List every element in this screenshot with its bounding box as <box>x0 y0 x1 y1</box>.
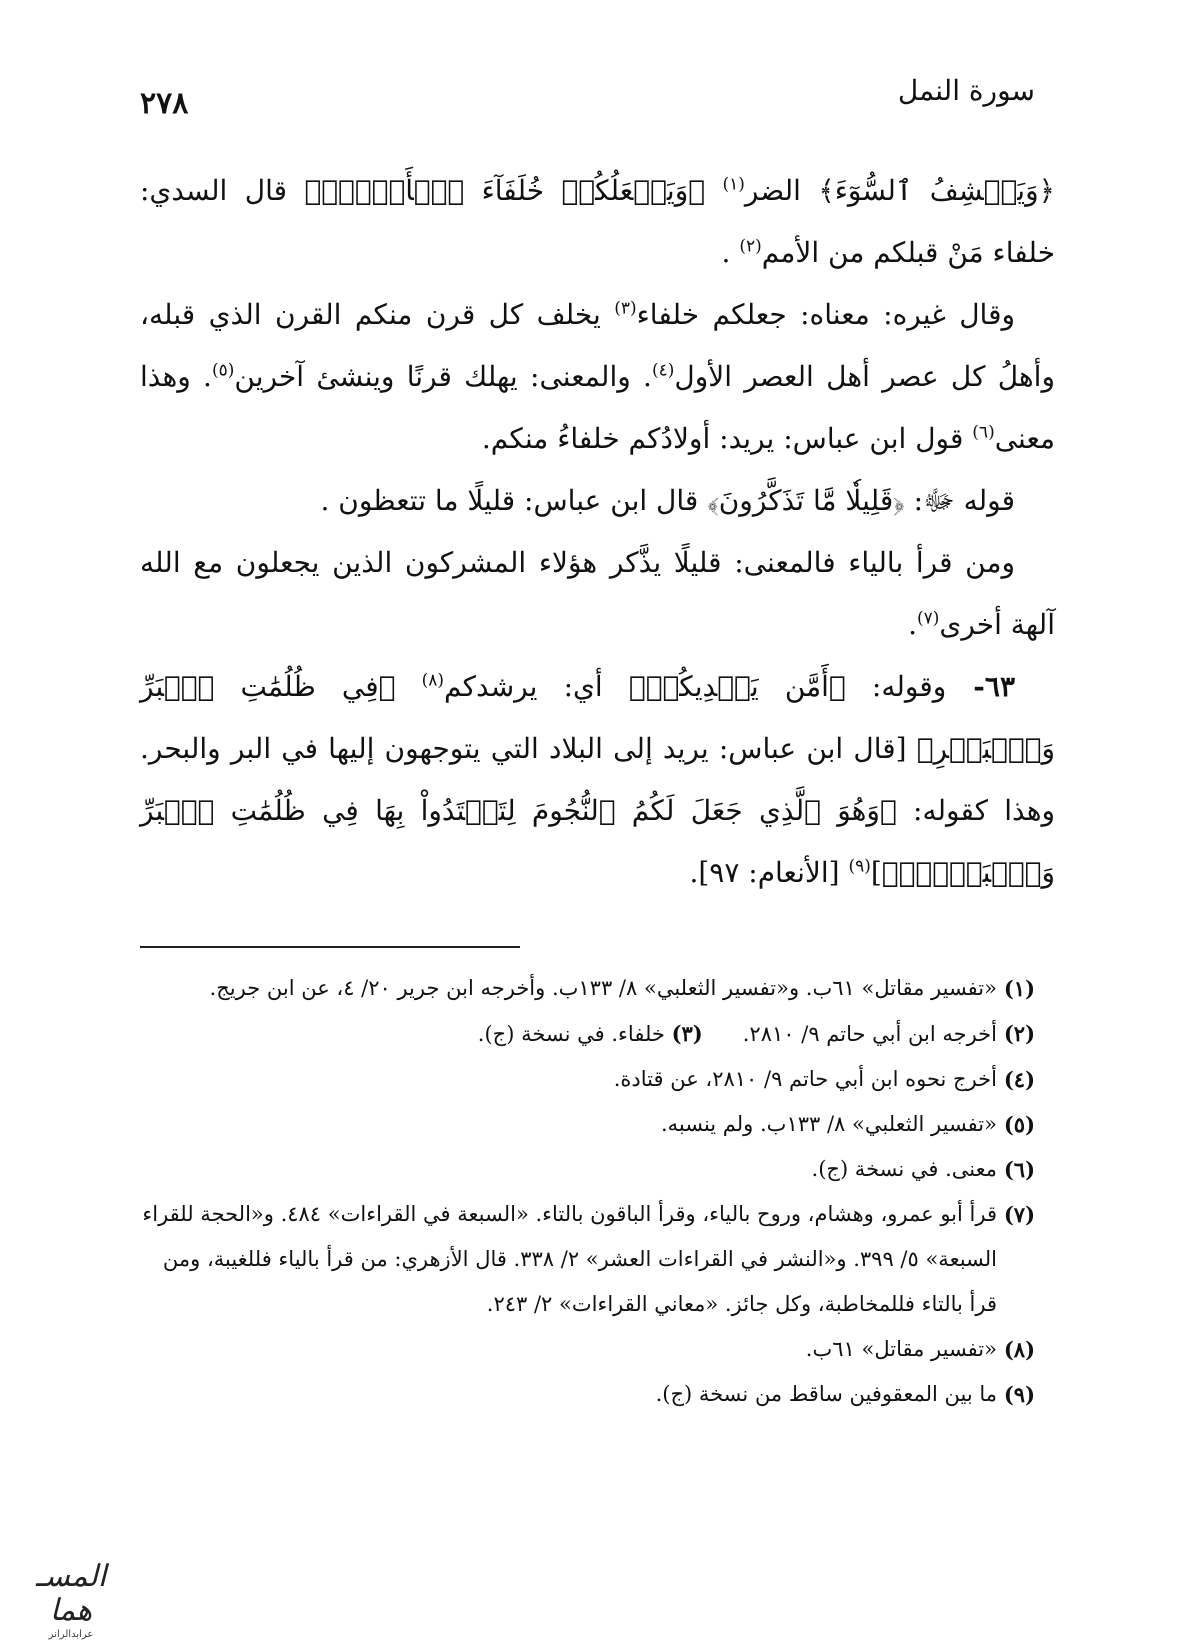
text: [قال ابن عباس: يريد إلى البلاد التي يتوجهون إليها في البر والبحر. وهذا كقوله: <box>140 732 1056 827</box>
footnote-ref[interactable]: (٦) <box>972 422 995 443</box>
verse-number: ٦٣- <box>946 670 1015 703</box>
quran-quote: ﴿وَيَجۡعَلُكُمۡ خُلَفَآءَ ٱلۡأَرۡضِۗ﴾ <box>304 174 723 207</box>
footnote-number: (١) <box>1003 976 1035 1001</box>
logo-subtext: عرابدالرانر <box>48 1629 94 1640</box>
quran-quote: ﴿أَمَّن يَهۡدِيكُمۡ﴾ <box>628 670 846 703</box>
footnote-number: (٥) <box>1003 1112 1035 1137</box>
footnote-text: «تفسير مقاتل» ٦١ب. و«تفسير الثعلبي» ٨/ ١٣٣ب. وأخرجه ابن جرير ٢٠/ ٤، عن ابن جريج. <box>209 976 997 1000</box>
quran-quote: ﴿فِي ظُلُمَٰتِ ٱلۡبَرِّ وَٱلۡبَحۡرِ﴾ <box>140 670 1055 765</box>
footnote-2 <box>140 1011 1035 1057</box>
footnote-5 <box>140 1102 1035 1147</box>
text: قال ابن عباس: قليلًا ما تتعظون . <box>320 484 708 517</box>
logo-mark: المسـ هما <box>35 1559 107 1628</box>
footnote-text: أخرج نحوه ابن أبي حاتم ٩/ ٢٨١٠، عن قتادة. <box>613 1067 997 1091</box>
text: أي: يرشدكم <box>444 670 629 703</box>
footnote-6 <box>140 1147 1035 1192</box>
paragraph-3 <box>140 470 1055 532</box>
quran-quote: ﴿وَيَكۡشِفُ ٱلسُّوٓءَ﴾ <box>818 174 1055 207</box>
footnote-number: (٩) <box>1003 1382 1035 1407</box>
text: ومن قرأ بالياء فالمعنى: قليلًا يذَّكر هؤلاء المشركون الذين يجعلون مع الله آلهة أخرى <box>140 546 1055 641</box>
footnote-text: «تفسير الثعلبي» ٨/ ١٣٣ب. ولم ينسبه. <box>660 1112 997 1136</box>
footnote-ref[interactable]: (٧) <box>916 608 940 629</box>
text: قوله ﷻ: <box>904 484 1015 517</box>
footnote-number: (٧) <box>1003 1202 1035 1227</box>
footnote-8 <box>140 1327 1035 1372</box>
paragraph-2 <box>140 284 1055 470</box>
footnote-ref[interactable]: (١) <box>722 174 745 195</box>
text: . وهذا معنى <box>140 360 1055 455</box>
text: قول ابن عباس: يريد: أولادُكم خلفاءُ منكم. <box>481 422 973 455</box>
text: الضر <box>744 174 819 207</box>
footnote-ref[interactable]: (٣) <box>614 298 637 319</box>
page-number: ٢٧٨ <box>140 86 189 121</box>
footnote-number: (٨) <box>1003 1337 1035 1362</box>
footnote-ref[interactable]: (٤) <box>651 360 675 381</box>
footnote-9 <box>140 1372 1035 1417</box>
paragraph-1 <box>140 160 1055 284</box>
footnote-ref[interactable]: (٨) <box>421 670 445 691</box>
publisher-logo <box>26 1559 116 1640</box>
footnote-number: (٣) <box>671 1021 703 1046</box>
text: يخلف كل قرن منكم القرن الذي قبله، وأهلُ كل عصر أهل العصر الأول <box>140 298 1055 393</box>
paragraph-4 <box>140 532 1055 656</box>
footnote-text: قرأ أبو عمرو، وهشام، وروح بالياء، وقرأ الباقون بالتاء. «السبعة في القراءات» ٤٨٤. و«الحجة للقراء السبعة» ٥/ ٣٩٩. و«النشر في القراءات العشر» ٢/ ٣٣٨. قال الأزهري: من قرأ بالياء فللغيبة، ومن قرأ بالتاء فللمخاطبة، وكل جائز. «معاني القراءات» ٢/ ٢٤٣. <box>142 1202 997 1316</box>
footnote-text: «تفسير مقاتل» ٦١ب. <box>805 1337 997 1361</box>
quran-quote: ﴿وَهُوَ ٱلَّذِي جَعَلَ لَكُمُ ٱلنُّجُومَ لِتَهۡتَدُواْ بِهَا فِي ظُلُمَٰتِ ٱلۡبَرِّ وَٱلۡبَحۡرِۗ﴾ <box>140 794 1055 889</box>
footnote-number: (٦) <box>1003 1157 1035 1182</box>
footnote-7 <box>140 1192 1035 1327</box>
footnote-1 <box>140 966 1035 1011</box>
paragraph-5 <box>140 656 1055 904</box>
surah-name: سورة النمل <box>897 74 1035 107</box>
footnote-ref[interactable]: (٥) <box>211 360 235 381</box>
footnote-number: (٢) <box>1003 1021 1035 1046</box>
text: . <box>908 608 917 641</box>
footnote-4 <box>140 1057 1035 1102</box>
text: وقوله: <box>845 670 947 703</box>
footnote-text: معنى. في نسخة (ج). <box>811 1157 997 1181</box>
footnote-text: خلفاء. في نسخة (ج). <box>477 1022 665 1046</box>
text: . <box>721 236 740 269</box>
footnote-ref[interactable]: (٩) <box>848 856 871 877</box>
quran-quote: ﴿قَلِيلٗا مَّا تَذَكَّرُونَ﴾ <box>707 484 905 517</box>
footnote-text: ما بين المعقوفين ساقط من نسخة (ج). <box>655 1382 997 1406</box>
page-header <box>140 70 1035 130</box>
text: [الأنعام: ٩٧]. <box>689 856 849 889</box>
footnote-ref[interactable]: (٢) <box>739 236 762 257</box>
footnote-text: أخرجه ابن أبي حاتم ٩/ ٢٨١٠. <box>742 1022 997 1046</box>
text: . والمعنى: يهلك قرنًا وينشئ آخرين <box>234 360 652 393</box>
footnote-separator <box>140 946 520 948</box>
text: ] <box>870 856 882 889</box>
footnotes <box>140 966 1035 1417</box>
text: وقال غيره: معناه: جعلكم خلفاء <box>636 298 1015 331</box>
footnote-number: (٤) <box>1003 1067 1035 1092</box>
text: قال السدي: خلفاء مَنْ قبلكم من الأمم <box>140 174 1055 269</box>
main-text <box>140 160 1055 904</box>
